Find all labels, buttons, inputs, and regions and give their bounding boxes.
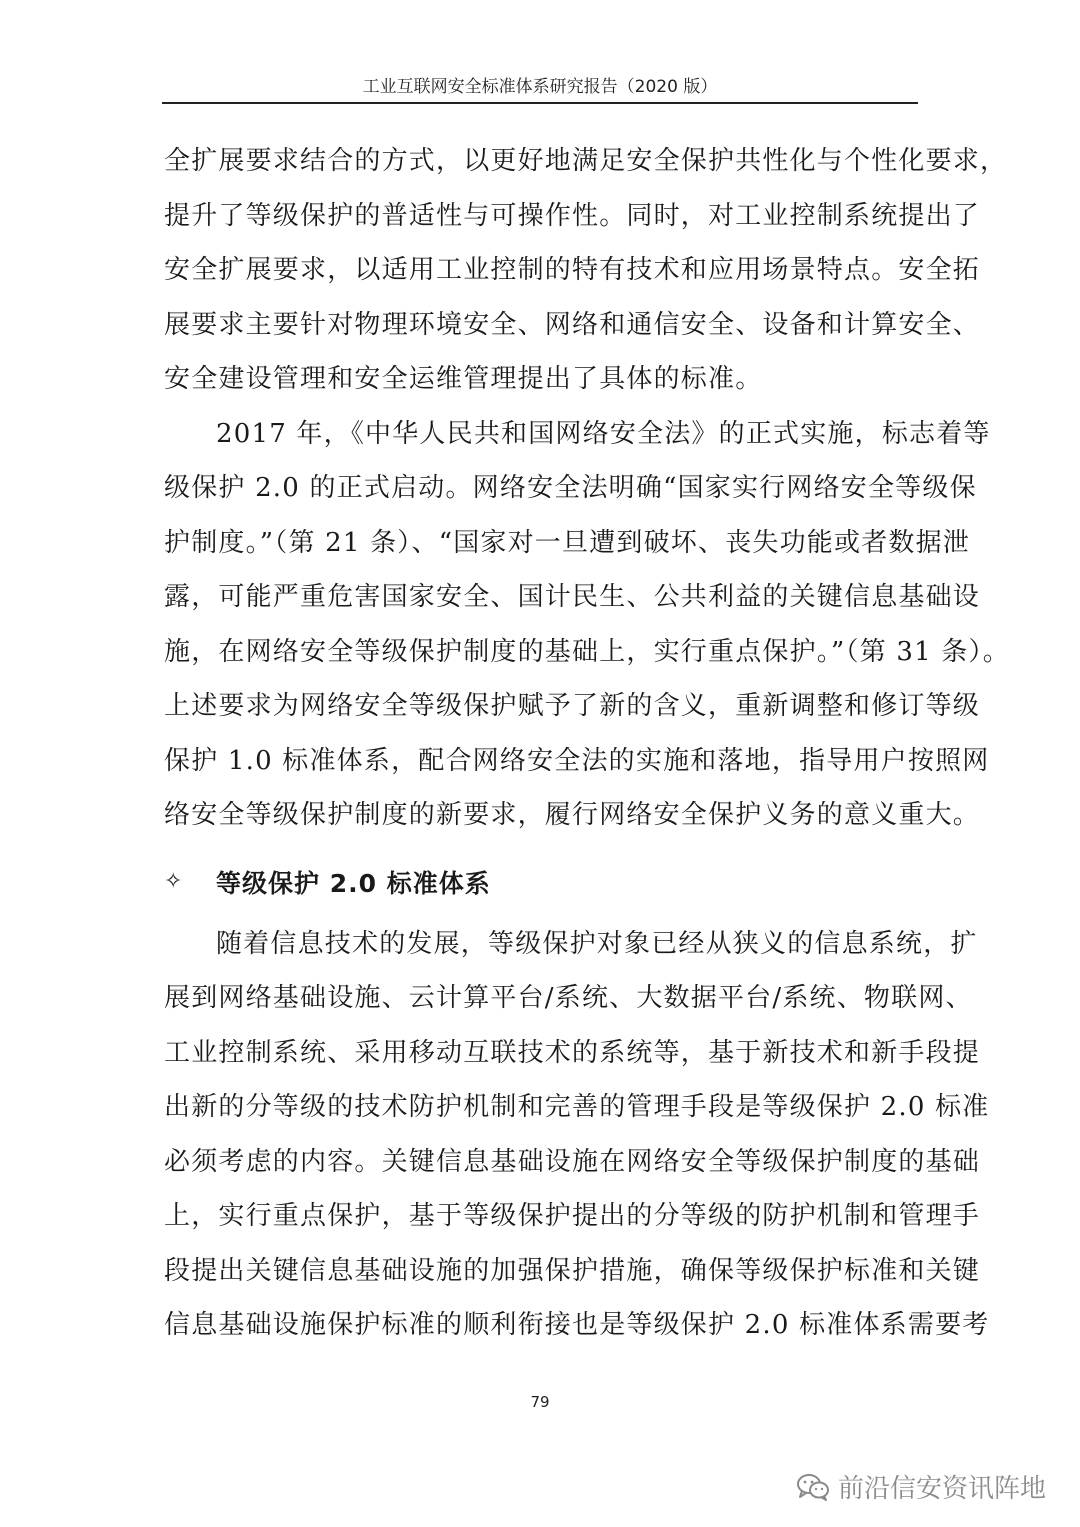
text-line: 护制度。”（第 21 条）、“国家对一旦遭到破坏、丧失功能或者数据泄 bbox=[164, 527, 970, 558]
text-line: 提升了等级保护的普适性与可操作性。同时，对工业控制系统提出了 bbox=[164, 200, 981, 231]
text-line: 上，实行重点保护，基于等级保护提出的分等级的防护机制和管理手 bbox=[164, 1201, 981, 1231]
paragraph-cybersecurity-law bbox=[164, 407, 1010, 843]
text-line: 安全建设管理和安全运维管理提出了具体的标准。 bbox=[164, 364, 763, 394]
text-line: 展到网络基础设施、云计算平台/系统、大数据平台/系统、物联网、 bbox=[164, 983, 973, 1013]
text-line: 级保护 2.0 的正式启动。网络安全法明确“国家实行网络安全等级保 bbox=[164, 473, 977, 503]
diamond-bullet-icon: ✧ bbox=[164, 869, 184, 894]
text-line: 随着信息技术的发展，等级保护对象已经从狭义的信息系统，扩 bbox=[216, 928, 978, 959]
section-heading-title: 等级保护 2.0 标准体系 bbox=[216, 868, 491, 898]
text-line: 段提出关键信息基础设施的加强保护措施，确保等级保护标准和关键 bbox=[164, 1255, 981, 1286]
watermark bbox=[796, 1468, 1046, 1505]
section-heading bbox=[164, 853, 918, 911]
text-line: 保护 1.0 标准体系，配合网络安全法的实施和落地，指导用户按照网 bbox=[164, 745, 990, 776]
text-line: 络安全等级保护制度的新要求，履行网络安全保护义务的意义重大。 bbox=[164, 800, 981, 830]
text-line: 上述要求为网络安全等级保护赋予了新的含义，重新调整和修订等级 bbox=[164, 691, 981, 721]
text-line: 安全扩展要求，以适用工业控制的特有技术和应用场景特点。安全拓 bbox=[164, 255, 981, 285]
text-line: 必须考虑的内容。关键信息基础设施在网络安全等级保护制度的基础 bbox=[164, 1146, 981, 1177]
text-line: 出新的分等级的技术防护机制和完善的管理手段是等级保护 2.0 标准 bbox=[164, 1092, 990, 1122]
text-line: 2017 年，《中华人民共和国网络安全法》的正式实施，标志着等 bbox=[216, 418, 991, 449]
text-line: 工业控制系统、采用移动互联技术的系统等，基于新技术和新手段提 bbox=[164, 1037, 981, 1068]
text-line: 施，在网络安全等级保护制度的基础上，实行重点保护。”（第 31 条）。 bbox=[164, 636, 1010, 667]
text-line: 露，可能严重危害国家安全、国计民生、公共利益的关键信息基础设 bbox=[164, 582, 981, 612]
paragraph-standard-system bbox=[164, 917, 990, 1353]
page-number: 79 bbox=[530, 1393, 550, 1411]
paragraph-continued bbox=[164, 134, 1008, 407]
page-header bbox=[162, 72, 918, 104]
text-line: 展要求主要针对物理环境安全、网络和通信安全、设备和计算安全、 bbox=[164, 309, 981, 340]
wechat-icon bbox=[796, 1473, 830, 1501]
text-line: 信息基础设施保护标准的顺利衔接也是等级保护 2.0 标准体系需要考 bbox=[164, 1310, 990, 1340]
watermark-text: 前沿信安资讯阵地 bbox=[837, 1474, 1046, 1504]
document-body bbox=[164, 134, 1010, 1353]
header-title: 工业互联网安全标准体系研究报告（2020 版） bbox=[362, 77, 718, 97]
text-line: 全扩展要求结合的方式，以更好地满足安全保护共性化与个性化要求， bbox=[164, 146, 1008, 176]
